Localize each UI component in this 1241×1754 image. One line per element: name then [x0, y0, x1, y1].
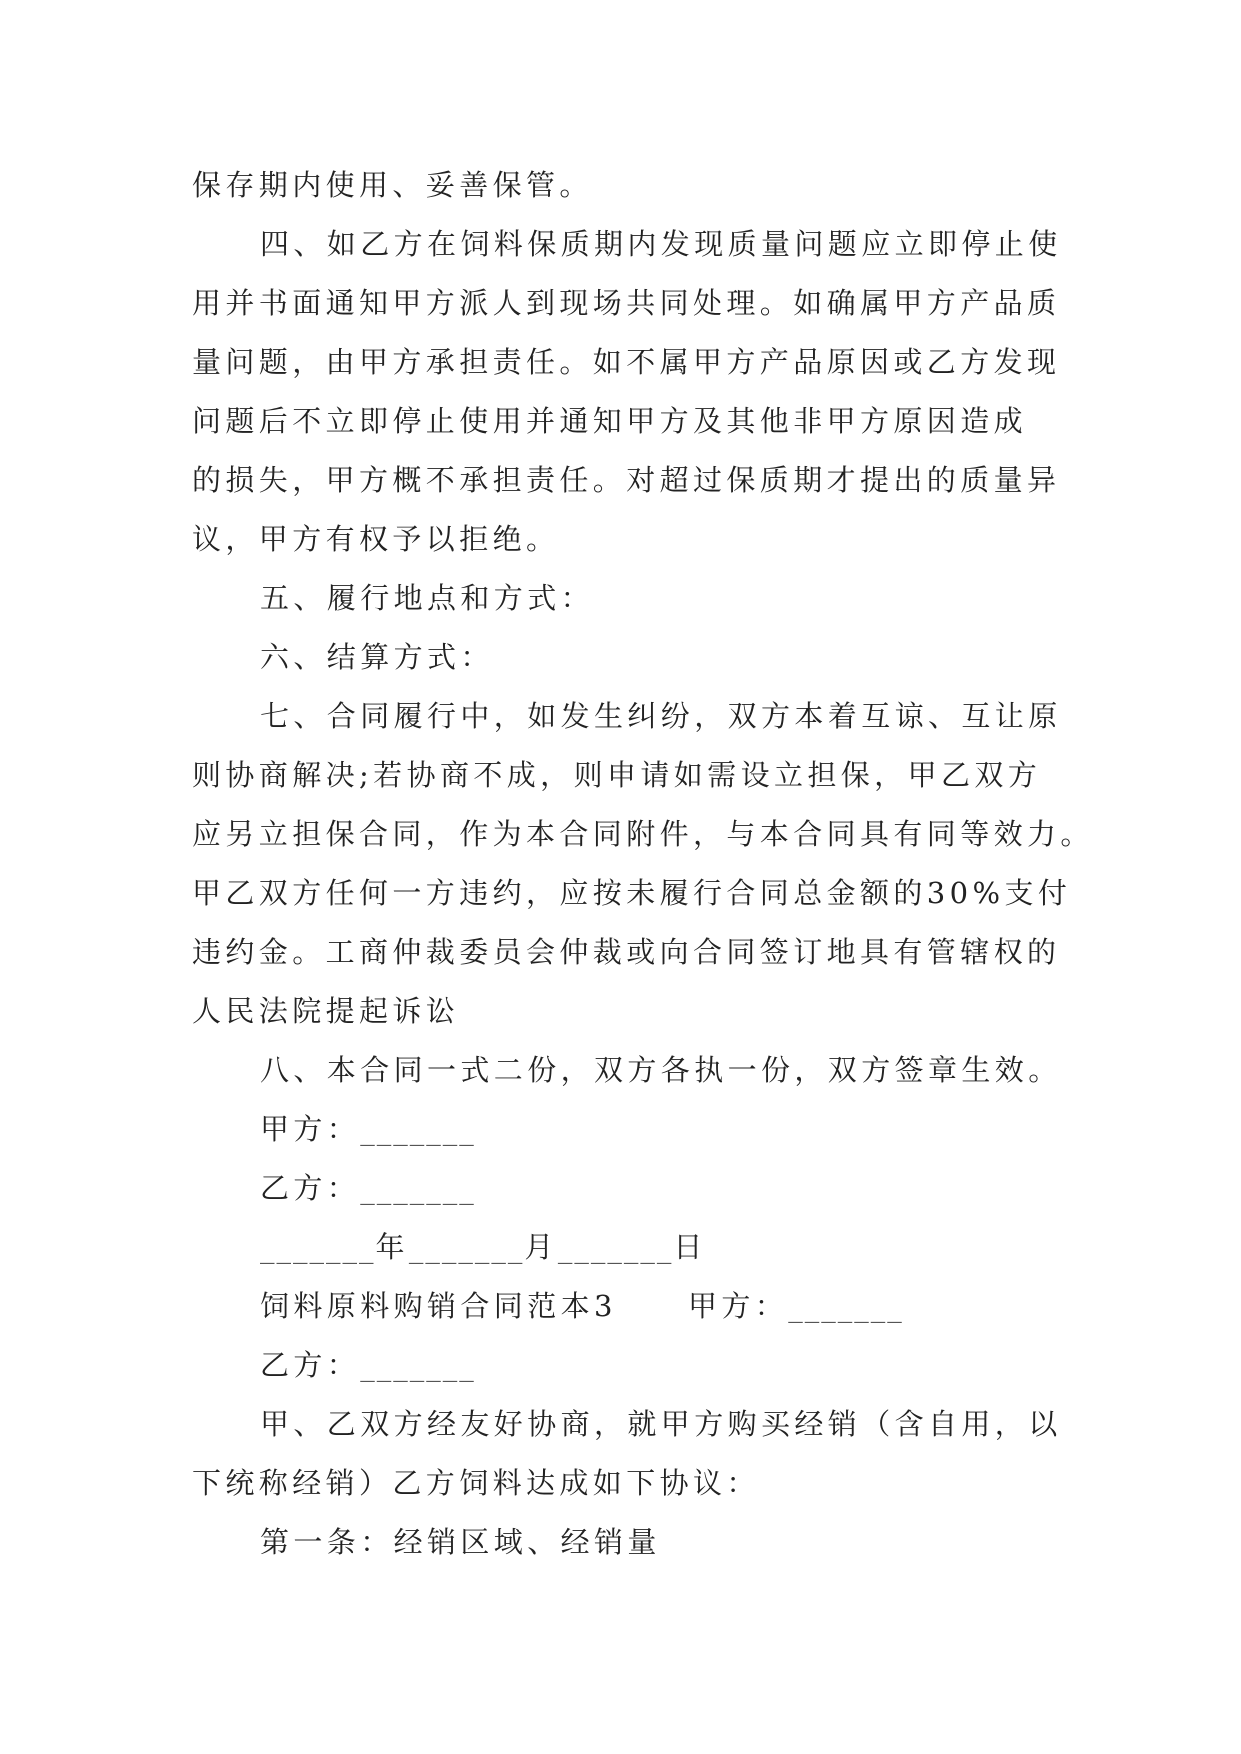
party-b-signature-blank: _______	[360, 1171, 476, 1205]
party-a-signature-blank: _______	[360, 1112, 476, 1146]
next-contract-party-a	[688, 1277, 904, 1336]
next-party-a-label: 甲方：	[688, 1289, 789, 1323]
preamble-line: 下统称经销）乙方饲料达成如下协议：	[192, 1466, 760, 1500]
party-b-signature	[192, 1159, 1112, 1218]
clause-seven-line: 违约金。工商仲裁委员会仲裁或向合同签订地具有管辖权的	[192, 935, 1061, 969]
clause-four-line: 四、如乙方在饲料保质期内发现质量问题应立即停止使	[260, 227, 1062, 261]
clause-four-line: 用并书面通知甲方派人到现场共同处理。如确属甲方产品质	[192, 286, 1061, 320]
clause-four-line: 的损失，甲方概不承担责任。对超过保质期才提出的质量异	[192, 463, 1061, 497]
party-a-signature	[192, 1100, 1112, 1159]
year-unit: 年	[375, 1230, 409, 1264]
clause-seven-line: 人民法院提起诉讼	[192, 994, 460, 1028]
signature-date	[192, 1218, 1112, 1277]
preamble-line: 甲、乙双方经友好协商，就甲方购买经销（含自用，以	[260, 1407, 1062, 1441]
document-body	[192, 156, 1112, 1572]
clause-four-line: 量问题，由甲方承担责任。如不属甲方产品原因或乙方发现	[192, 345, 1061, 379]
next-party-a-blank: _______	[788, 1289, 904, 1323]
next-contract-header	[192, 1277, 1112, 1336]
paragraph-line: 保存期内使用、妥善保管。	[192, 168, 593, 202]
clause-four-line: 问题后不立即停止使用并通知甲方及其他非甲方原因造成	[192, 404, 1028, 438]
next-party-b-label: 乙方：	[260, 1348, 361, 1382]
month-unit: 月	[524, 1230, 558, 1264]
month-blank: _______	[408, 1230, 525, 1264]
party-a-label: 甲方：	[260, 1112, 361, 1146]
clause-seven-line: 甲乙双方任何一方违约，应按未履行合同总金额的30%支付	[192, 876, 1072, 910]
article-one-heading: 第一条：经销区域、经销量	[260, 1525, 661, 1559]
clause-eight-line: 八、本合同一式二份，双方各执一份，双方签章生效。	[260, 1053, 1062, 1087]
clause-five-heading: 五、履行地点和方式：	[260, 581, 595, 615]
clause-four-line: 议，甲方有权予以拒绝。	[192, 522, 560, 556]
clause-seven-line: 七、合同履行中，如发生纠纷，双方本着互谅、互让原	[260, 699, 1062, 733]
day-unit: 日	[673, 1230, 707, 1264]
next-contract-title: 饲料原料购销合同范本3	[260, 1289, 617, 1323]
next-contract-party-b	[192, 1336, 1112, 1395]
clause-six-heading: 六、结算方式：	[260, 640, 494, 674]
day-blank: _______	[557, 1230, 674, 1264]
year-blank: _______	[260, 1230, 376, 1264]
next-party-b-blank: _______	[360, 1348, 476, 1382]
clause-seven-line: 应另立担保合同，作为本合同附件，与本合同具有同等效力。	[192, 817, 1094, 851]
party-b-label: 乙方：	[260, 1171, 361, 1205]
clause-seven-line: 则协商解决;若协商不成，则申请如需设立担保，甲乙双方	[192, 758, 1042, 792]
